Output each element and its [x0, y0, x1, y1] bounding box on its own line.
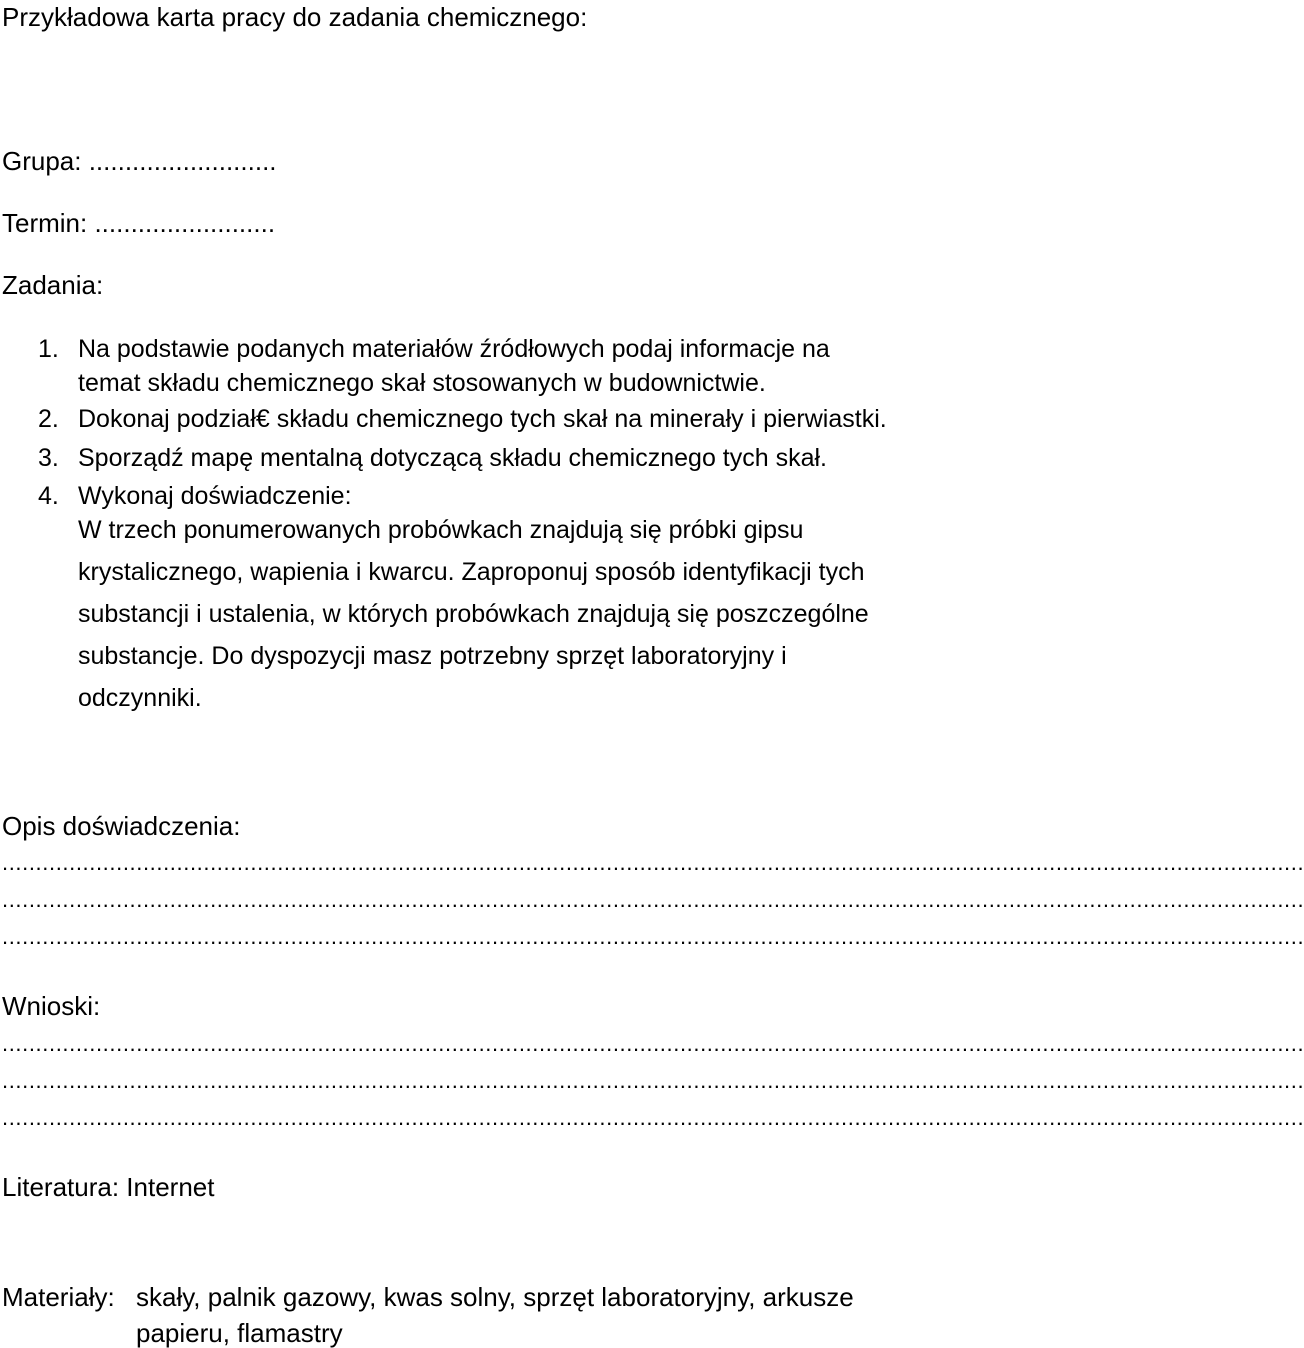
- answer-dotted-line: ..................................................................................................................................................................................................: [2, 850, 1304, 875]
- answer-dotted-line: ..................................................................................................................................................................................................: [2, 1105, 1304, 1130]
- experiment-description-label: Opis doświadczenia:: [2, 811, 241, 841]
- page-title: Przykładowa karta pracy do zadania chemicznego:: [2, 2, 588, 32]
- task-number: 1.: [38, 335, 59, 363]
- task-text-line: W trzech ponumerowanych probówkach znajdują się próbki gipsu: [78, 516, 804, 544]
- task-text-line: krystalicznego, wapienia i kwarcu. Zaproponuj sposób identyfikacji tych: [78, 558, 865, 586]
- task-text-line: Wykonaj doświadczenie:: [78, 482, 352, 510]
- task-text-line: substancje. Do dyspozycji masz potrzebny sprzęt laboratoryjny i: [78, 642, 787, 670]
- answer-dotted-line: ..................................................................................................................................................................................................: [2, 887, 1304, 912]
- tasks-heading: Zadania:: [2, 270, 104, 300]
- literature-line: Literatura: Internet: [2, 1172, 215, 1202]
- task-text-line: Dokonaj podział€ składu chemicznego tych skał na minerały i pierwiastki.: [78, 405, 887, 433]
- materials-label: Materiały:: [2, 1282, 115, 1312]
- task-text-line: temat składu chemicznego skał stosowanych w budownictwie.: [78, 369, 766, 397]
- conclusions-label: Wnioski:: [2, 991, 101, 1021]
- answer-dotted-line: ..................................................................................................................................................................................................: [2, 1068, 1304, 1093]
- task-text-line: odczynniki.: [78, 684, 202, 712]
- group-field: Grupa: ..........................: [2, 146, 277, 176]
- task-text-line: Na podstawie podanych materiałów źródłowych podaj informacje na: [78, 335, 830, 363]
- task-number: 3.: [38, 444, 59, 472]
- task-number: 4.: [38, 482, 59, 510]
- answer-dotted-line: ..................................................................................................................................................................................................: [2, 924, 1304, 949]
- materials-value-line: skały, palnik gazowy, kwas solny, sprzęt laboratoryjny, arkusze: [136, 1282, 854, 1312]
- task-text-line: Sporządź mapę mentalną dotyczącą składu chemicznego tych skał.: [78, 444, 827, 472]
- task-number: 2.: [38, 405, 59, 433]
- answer-dotted-line: ..................................................................................................................................................................................................: [2, 1031, 1304, 1056]
- materials-value-line: papieru, flamastry: [136, 1318, 343, 1348]
- task-text-line: substancji i ustalenia, w których probówkach znajdują się poszczególne: [78, 600, 869, 628]
- date-field: Termin: .........................: [2, 208, 276, 238]
